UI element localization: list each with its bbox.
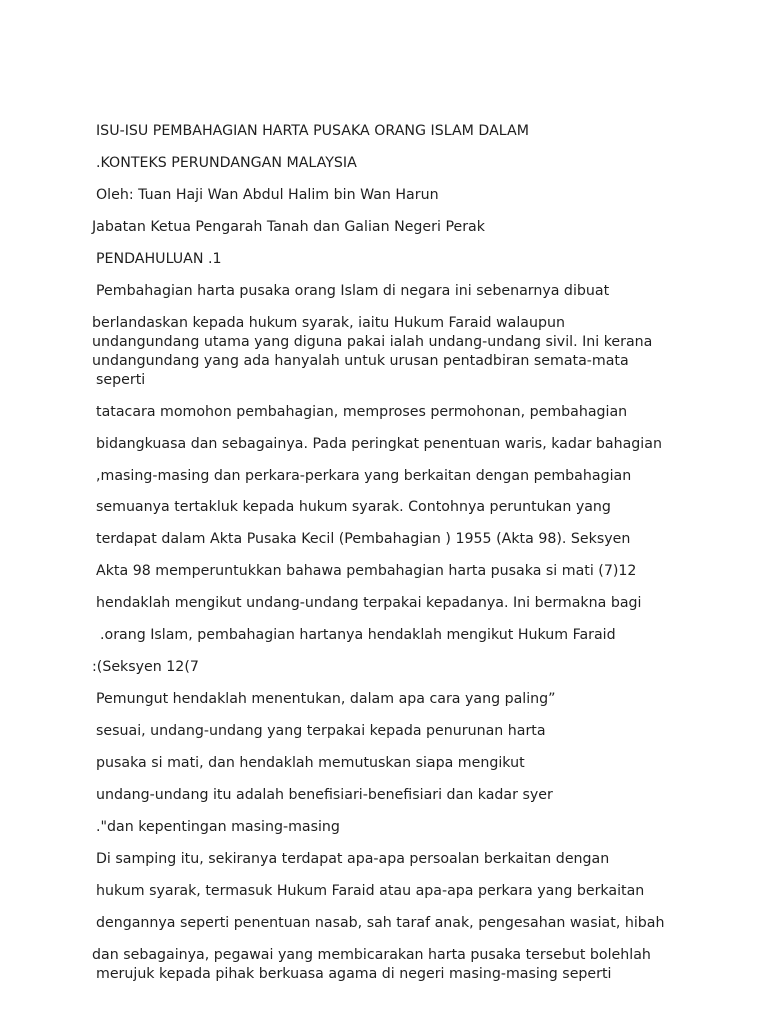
quotation-line: ."dan kepentingan masing-masing (96, 819, 340, 835)
paragraph-line: berlandaskan kepada hukum syarak, iaitu Hukum Faraid walaupun (92, 315, 565, 331)
paragraph-line: Pembahagian harta pusaka orang Islam di negara ini sebenarnya dibuat (96, 283, 610, 299)
paragraph-line: undangundang yang ada hanyalah untuk urusan pentadbiran semata-mata (92, 353, 629, 369)
paragraph-line: hukum syarak, termasuk Hukum Faraid atau apa-apa perkara yang berkaitan (96, 883, 645, 899)
department-line: Jabatan Ketua Pengarah Tanah dan Galian Negeri Perak (92, 219, 485, 235)
paragraph-line: .orang Islam, pembahagian hartanya hendaklah mengikut Hukum Faraid (100, 627, 616, 643)
paragraph-line: undangundang utama yang diguna pakai ialah undang-undang sivil. Ini kerana (92, 334, 653, 350)
document-title-line-2: .KONTEKS PERUNDANGAN MALAYSIA (96, 155, 357, 171)
paragraph-line: dengannya seperti penentuan nasab, sah taraf anak, pengesahan wasiat, hibah (96, 915, 665, 931)
quotation-line: pusaka si mati, dan hendaklah memutuskan siapa mengikut (96, 755, 525, 771)
document-title-line-1: ISU-ISU PEMBAHAGIAN HARTA PUSAKA ORANG ISLAM DALAM (96, 123, 529, 139)
paragraph-line: dan sebagainya, pegawai yang membicarakan harta pusaka tersebut bolehlah (92, 947, 651, 963)
paragraph-line: bidangkuasa dan sebagainya. Pada peringkat penentuan waris, kadar bahagian (96, 436, 662, 452)
section-heading: PENDAHULUAN .1 (96, 251, 222, 267)
paragraph-line: Akta 98 memperuntukkan bahawa pembahagian harta pusaka si mati (7)12 (96, 563, 637, 579)
section-reference: :(Seksyen 12(7 (92, 659, 199, 675)
paragraph-line: tatacara momohon pembahagian, memproses permohonan, pembahagian (96, 404, 628, 420)
paragraph-line: semuanya tertakluk kepada hukum syarak. Contohnya peruntukan yang (96, 499, 611, 515)
quotation-line: sesuai, undang-undang yang terpakai kepada penurunan harta (96, 723, 546, 739)
paragraph-line: seperti (96, 372, 146, 388)
paragraph-line: terdapat dalam Akta Pusaka Kecil (Pembahagian ) 1955 (Akta 98). Seksyen (96, 531, 631, 547)
quotation-line: Pemungut hendaklah menentukan, dalam apa cara yang paling” (96, 691, 556, 707)
quotation-line: undang-undang itu adalah benefisiari-benefisiari dan kadar syer (96, 787, 553, 803)
paragraph-line: hendaklah mengikut undang-undang terpakai kepadanya. Ini bermakna bagi (96, 595, 642, 611)
paragraph-line: ,masing-masing dan perkara-perkara yang berkaitan dengan pembahagian (96, 468, 632, 484)
author-line: Oleh: Tuan Haji Wan Abdul Halim bin Wan Harun (96, 187, 439, 203)
paragraph-line: Di samping itu, sekiranya terdapat apa-apa persoalan berkaitan dengan (96, 851, 610, 867)
paragraph-line: merujuk kepada pihak berkuasa agama di negeri masing-masing seperti (96, 966, 612, 982)
